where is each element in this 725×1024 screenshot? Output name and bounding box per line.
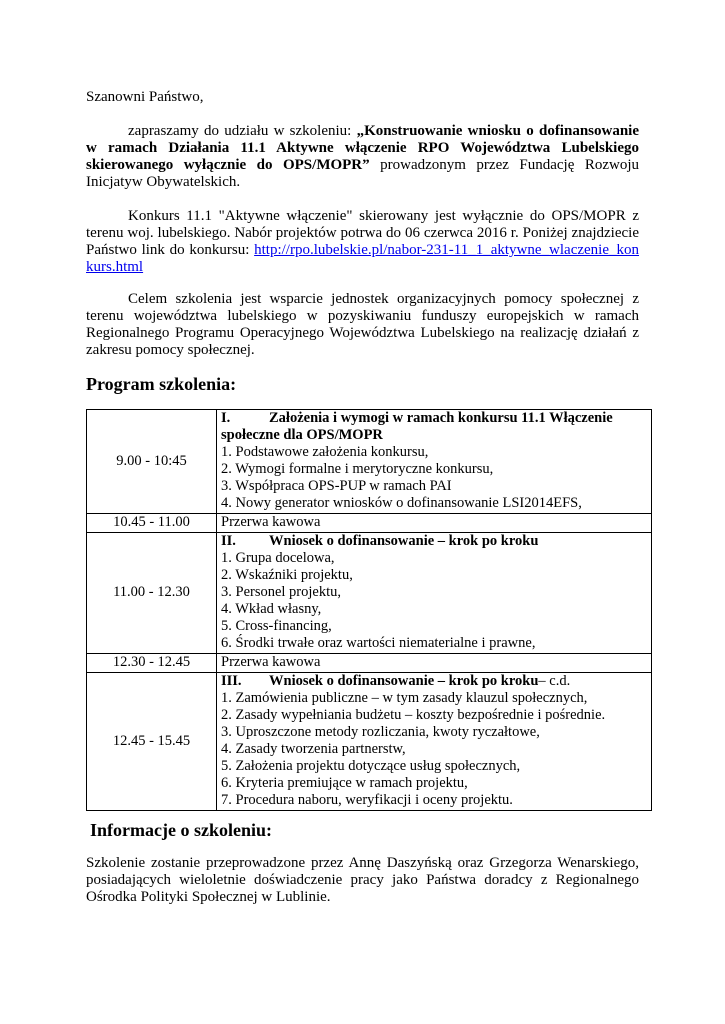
list-item: 6. Kryteria premiujące w ramach projektu, (221, 775, 468, 791)
list-item: 5. Założenia projektu dotyczące usług społecznych, (221, 758, 521, 774)
time-cell: 12.45 - 15.45 (87, 673, 217, 811)
session-cell (217, 673, 652, 811)
list-item: 4. Nowy generator wniosków o dofinansowanie LSI2014EFS, (221, 495, 582, 511)
contest-text: Konkurs 11.1 "Aktywne włączenie" skierowany jest wyłącznie do OPS/MOPR z terenu woj. lubelskiego. Nabór projektów potrwa do 06 czerwca 2016 r. Poniżej znajdziecie Państwo link do konkursu: (86, 208, 639, 258)
invitation-paragraph (86, 123, 639, 191)
time-cell: 9.00 - 10:45 (87, 410, 217, 514)
contest-paragraph (86, 208, 639, 276)
list-item: 2. Zasady wypełniania budżetu – koszty bezpośrednie i pośrednie. (221, 707, 606, 723)
session-title-text: Wniosek o dofinansowanie – krok po kroku (269, 533, 539, 549)
session-title (221, 673, 651, 690)
table-row (87, 514, 652, 533)
session-cell (217, 533, 652, 654)
time-cell: 12.30 - 12.45 (87, 654, 217, 673)
session-number: III. (221, 673, 242, 689)
list-item: 5. Cross-financing, (221, 618, 332, 634)
program-heading: Program szkolenia: (86, 374, 237, 394)
list-item: 3. Uproszczone metody rozliczania, kwoty ryczałtowe, (221, 724, 540, 740)
list-item: 3. Personel projektu, (221, 584, 342, 600)
greeting: Szanowni Państwo, (86, 89, 204, 105)
table-row (87, 654, 652, 673)
table-row (87, 533, 652, 654)
list-item: 7. Procedura naboru, weryfikacji i oceny projektu. (221, 792, 513, 808)
session-title-cont: społeczne dla OPS/MOPR (221, 427, 383, 443)
session-title-suffix: – c.d. (538, 673, 571, 689)
table-row (87, 410, 652, 514)
time-cell: 11.00 - 12.30 (87, 533, 217, 654)
info-heading: Informacje o szkoleniu: (90, 820, 272, 840)
list-item: 1. Grupa docelowa, (221, 550, 335, 566)
list-item: 4. Wkład własny, (221, 601, 322, 617)
list-item: 3. Współpraca OPS-PUP w ramach PAI (221, 478, 452, 494)
session-cell (217, 410, 652, 514)
time-cell: 10.45 - 11.00 (87, 514, 217, 533)
contest-link[interactable]: http://rpo.lubelskie.pl/nabor-231-11_1_aktywne_wlaczenie_konkurs.html (86, 242, 639, 275)
session-title-text: Wniosek o dofinansowanie – krok po kroku (269, 673, 539, 689)
list-item: 1. Podstawowe założenia konkursu, (221, 444, 429, 460)
list-item: 6. Środki trwałe oraz wartości niematerialne i prawne, (221, 635, 536, 651)
list-item: 2. Wymogi formalne i merytoryczne konkursu, (221, 461, 494, 477)
invitation-rest: prowadzonym przez Fundację Rozwoju Inicjatyw Obywatelskich. (86, 157, 639, 190)
session-title (221, 533, 651, 550)
list-item: 1. Zamówienia publiczne – w tym zasady klauzul społecznych, (221, 690, 588, 706)
session-title-text: Założenia i wymogi w ramach konkursu 11.1 Włączenie (269, 410, 613, 426)
break-cell: Przerwa kawowa (217, 654, 652, 673)
list-item: 2. Wskaźniki projektu, (221, 567, 353, 583)
training-title: „Konstruowanie wniosku o dofinansowanie w ramach Działania 11.1 Aktywne włączenie RPO Województwa Lubelskiego skierowanego wyłącznie do OPS/MOPR” (86, 123, 639, 173)
goal-paragraph: Celem szkolenia jest wsparcie jednostek organizacyjnych pomocy społecznej z terenu województwa lubelskiego w pozyskiwaniu funduszy europejskich w ramach Regionalnego Programu Operacyjnego Województwa Lubelskiego na realizację działań z zakresu pomocy społecznej. (86, 291, 639, 358)
break-cell: Przerwa kawowa (217, 514, 652, 533)
session-number: II. (221, 533, 236, 549)
session-title (221, 410, 651, 444)
program-table (86, 409, 652, 811)
invitation-intro: zapraszamy do udziału w szkoleniu: (128, 123, 357, 139)
trainers-paragraph: Szkolenie zostanie przeprowadzone przez Annę Daszyńską oraz Grzegorza Wenarskiego, posiadających wieloletnie doświadczenie pracy jako Państwa doradcy z Regionalnego Ośrodka Polityki Społecznej w Lublinie. (86, 855, 639, 905)
list-item: 4. Zasady tworzenia partnerstw, (221, 741, 406, 757)
session-number: I. (221, 410, 231, 426)
table-row (87, 673, 652, 811)
